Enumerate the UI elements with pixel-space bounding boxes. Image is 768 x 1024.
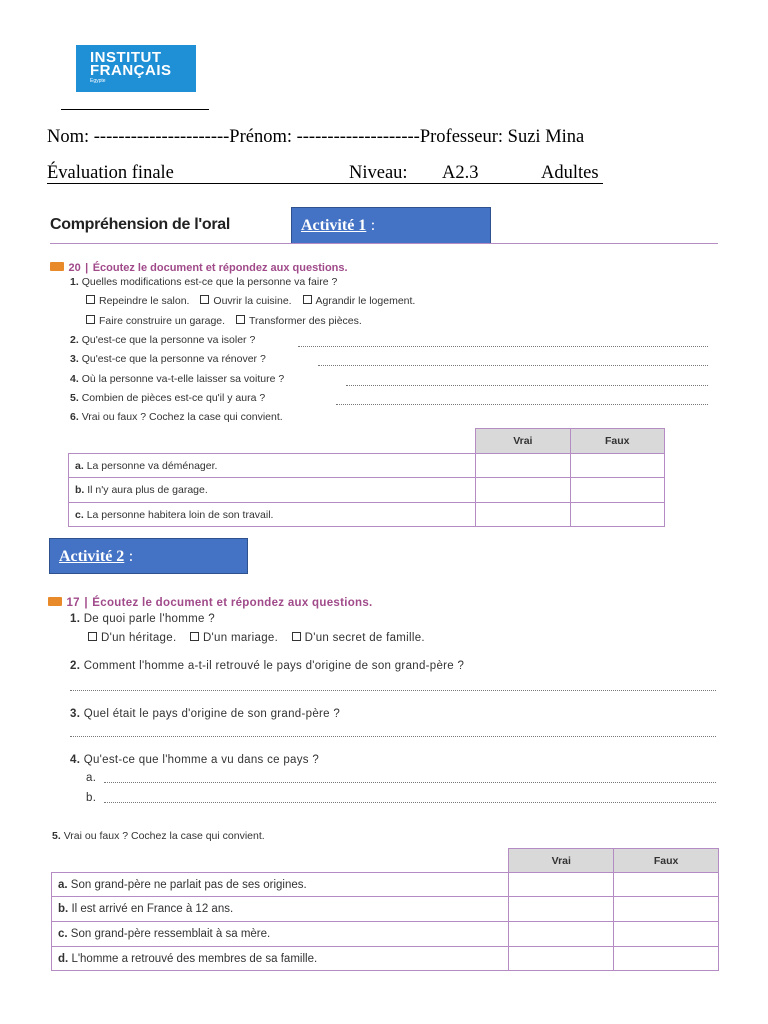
activity-2-instruction-row: 17 | Écoutez le document et répondez aux questions. [48, 593, 373, 611]
vrai-cell[interactable] [509, 897, 614, 922]
a2-question-3: 3. Quel était le pays d'origine de son grand-père ? [70, 708, 341, 720]
logo-underline [61, 109, 209, 110]
checkbox-option[interactable]: D'un secret de famille. [292, 632, 425, 644]
activity-1-banner [291, 207, 491, 244]
vrai-cell[interactable] [476, 478, 570, 503]
activity-2-banner [49, 538, 248, 574]
answer-line[interactable] [318, 364, 708, 366]
answer-line[interactable] [336, 403, 708, 405]
activity-1-instruction: Écoutez le document et répondez aux questions. [92, 262, 348, 274]
faux-cell[interactable] [570, 454, 664, 478]
a1-question-6: 6. Vrai ou faux ? Cochez la case qui convient. [70, 411, 283, 423]
answer-line[interactable] [104, 801, 716, 803]
student-info-line: Nom: ----------------------Prénom: --------------------Professeur: Suzi Mina [47, 127, 585, 147]
a1-question-2: 2. Qu'est-ce que la personne va isoler ? [70, 334, 256, 346]
activity-1-track: 20 [68, 262, 81, 274]
a2-question-2: 2. Comment l'homme a-t-il retrouvé le pays d'origine de son grand-père ? [70, 660, 465, 672]
a1-true-false-table [68, 428, 665, 527]
answer-line[interactable] [298, 345, 708, 347]
table-row: c. Son grand-père ressemblait à sa mère. [52, 922, 719, 947]
a2-question-1: 1. De quoi parle l'homme ? [70, 613, 215, 625]
logo-line-1: INSTITUT [90, 49, 162, 66]
a2-question-5: 5. Vrai ou faux ? Cochez la case qui convient. [52, 830, 265, 842]
activity-2-track: 17 [66, 597, 80, 609]
answer-line[interactable] [346, 384, 708, 386]
table-row: c. La personne habitera loin de son travail. [69, 503, 665, 527]
table-row: a. Son grand-père ne parlait pas de ses origines. [52, 873, 719, 897]
answer-line[interactable] [70, 735, 716, 737]
activity-1-instruction-row: 20 | Écoutez le document et répondez aux questions. [50, 258, 348, 276]
table-row: b. Il est arrivé en France à 12 ans. [52, 897, 719, 922]
a2-q1-options [88, 632, 425, 644]
checkbox-option[interactable]: Transformer des pièces. [236, 315, 362, 327]
checkbox-option[interactable]: Repeindre le salon. [86, 295, 189, 307]
a1-q1-options-row-1 [86, 295, 415, 307]
checkbox-option[interactable]: D'un mariage. [190, 632, 278, 644]
a2-q4-sub-b: b. [86, 792, 97, 804]
a2-true-false-table [51, 848, 719, 971]
faux-cell[interactable] [614, 897, 719, 922]
answer-line[interactable] [104, 781, 716, 783]
faux-cell[interactable] [570, 478, 664, 503]
a2-q4-sub-a: a. [86, 772, 97, 784]
activity-2-label: Activité 2 [59, 548, 125, 565]
header-underline [47, 183, 603, 184]
table-row: d. L'homme a retrouvé des membres de sa famille. [52, 947, 719, 971]
niveau-label: Niveau: [349, 163, 408, 183]
checkbox-option[interactable]: D'un héritage. [88, 632, 176, 644]
activity-1-colon: : [370, 217, 376, 234]
faux-cell[interactable] [614, 947, 719, 971]
checkbox-option[interactable]: Faire construire un garage. [86, 315, 225, 327]
vrai-header: Vrai [476, 429, 570, 454]
a1-question-3: 3. Qu'est-ce que la personne va rénover ? [70, 353, 266, 365]
table-row: a. La personne va déménager. [69, 454, 665, 478]
vrai-header: Vrai [509, 849, 614, 873]
evaluation-title: Évaluation finale [47, 163, 174, 183]
logo-line-3: Egypte [90, 78, 106, 84]
a1-question-5: 5. Combien de pièces est-ce qu'il y aura ? [70, 392, 266, 404]
vrai-cell[interactable] [509, 947, 614, 971]
institut-francais-logo [76, 45, 196, 92]
faux-cell[interactable] [614, 922, 719, 947]
faux-cell[interactable] [570, 503, 664, 527]
logo-line-2: FRANÇAIS [90, 62, 172, 79]
a1-question-1: 1. Quelles modifications est-ce que la personne va faire ? [70, 276, 338, 288]
evaluation-line [47, 163, 599, 184]
vrai-cell[interactable] [509, 922, 614, 947]
vrai-cell[interactable] [509, 873, 614, 897]
activity-2-instruction: Écoutez le document et répondez aux questions. [92, 597, 373, 609]
faux-header: Faux [570, 429, 664, 454]
activity-2-colon: : [128, 548, 134, 565]
niveau-value: A2.3 [442, 163, 479, 183]
section-title: Compréhension de l'oral [50, 216, 231, 233]
answer-line[interactable] [70, 689, 716, 691]
faux-cell[interactable] [614, 873, 719, 897]
faux-header: Faux [614, 849, 719, 873]
checkbox-option[interactable]: Agrandir le logement. [303, 295, 416, 307]
public-label: Adultes [541, 163, 599, 183]
table-row: b. Il n'y aura plus de garage. [69, 478, 665, 503]
a1-q1-options-row-2 [86, 315, 362, 327]
checkbox-option[interactable]: Ouvrir la cuisine. [200, 295, 291, 307]
section-rule [50, 243, 718, 244]
audio-track-icon [48, 597, 62, 606]
vrai-cell[interactable] [476, 454, 570, 478]
activity-1-label: Activité 1 [301, 217, 367, 234]
audio-track-icon [50, 262, 64, 271]
a2-question-4: 4. Qu'est-ce que l'homme a vu dans ce pays ? [70, 754, 320, 766]
a1-question-4: 4. Où la personne va-t-elle laisser sa voiture ? [70, 373, 285, 385]
vrai-cell[interactable] [476, 503, 570, 527]
